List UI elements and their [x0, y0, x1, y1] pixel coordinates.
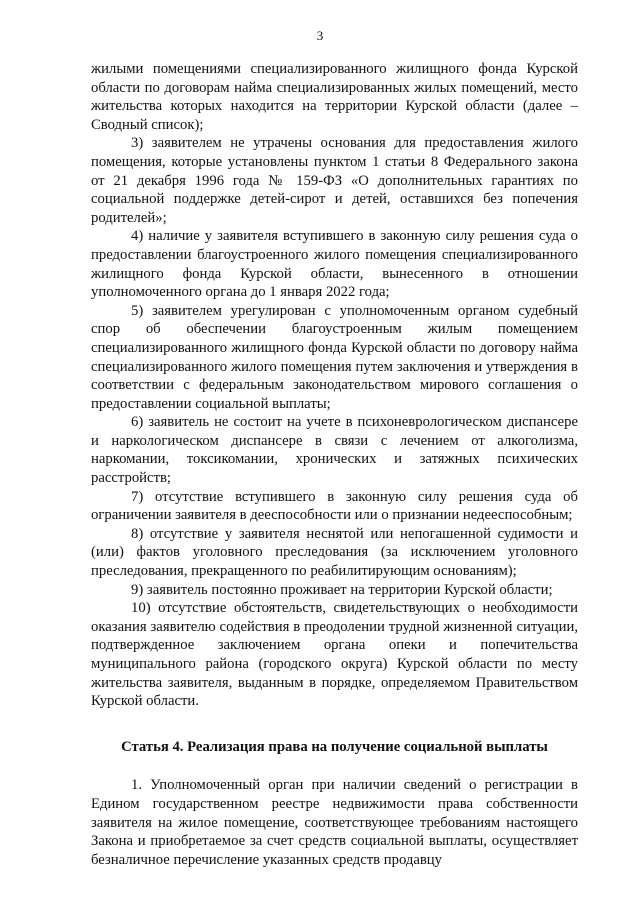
paragraph-item-6: 6) заявитель не состоит на учете в психоневрологическом диспансере и наркологическом диспансере в связи с лечением от алкоголизма, наркомании, токсикомании, хронических и затяжных психических расстройств;	[91, 414, 578, 487]
document-body	[91, 60, 578, 869]
paragraph-item-3: 3) заявителем не утрачены основания для предоставления жилого помещения, которые установлены пунктом 1 статьи 8 Федерального закона от 21 декабря 1996 года № 159-ФЗ «О дополнительных гарантиях по социальной поддержке детей-сирот и детей, оставшихся без попечения родителей»;	[91, 135, 578, 226]
page-number: 3	[316, 28, 324, 43]
paragraph-article-4-item-1: 1. Уполномоченный орган при наличии сведений о регистрации в Едином государственном реестре недвижимости права собственности заявителя на жилое помещение, соответствующее требованиям настоящего Закона и приобретаемое за счет средств социальной выплаты, осуществляет безналичное перечисление указанных средств продавцу	[91, 777, 578, 868]
article-heading: Статья 4. Реализация права на получение социальной выплаты	[121, 738, 548, 755]
paragraph-item-8: 8) отсутствие у заявителя неснятой или непогашенной судимости и (или) фактов уголовного преследования (за исключением уголовного преследования, прекращенного по реабилитирующим основаниям);	[91, 525, 578, 580]
paragraph-item-4: 4) наличие у заявителя вступившего в законную силу решения суда о предоставлении благоустроенного жилого помещения специализированного жилищного фонда Курской области, вынесенного в отношении уполномоченного органа до 1 января 2022 года;	[91, 228, 578, 301]
paragraph-continuation: жилыми помещениями специализированного жилищного фонда Курской области по договорам найма специализированных жилых помещений, место жительства которых находится на территории Курской области (далее – Сводный список);	[91, 61, 578, 133]
paragraph-item-5: 5) заявителем урегулирован с уполномоченным органом судебный спор об обеспечении благоустроенным жилым помещением специализированного жилищного фонда Курской области по договору найма специализированного жилого помещения путем заключения и утверждения в соответствии с федеральным законодательством мирового соглашения о предоставлении социальной выплаты;	[91, 302, 578, 412]
paragraph-item-10: 10) отсутствие обстоятельств, свидетельствующих о необходимости оказания заявителю содействия в преодолении трудной жизненной ситуации, подтвержденное заключением органа опеки и попечительства муниципального района (городского округа) Курской области по месту жительства заявителя, выданным в порядке, определяемом Правительством Курской области.	[91, 600, 578, 710]
paragraph-item-9: 9) заявитель постоянно проживает на территории Курской области;	[131, 581, 553, 598]
paragraph-item-7: 7) отсутствие вступившего в законную силу решения суда об ограничении заявителя в дееспособности или о признании недееспособным;	[91, 488, 578, 524]
